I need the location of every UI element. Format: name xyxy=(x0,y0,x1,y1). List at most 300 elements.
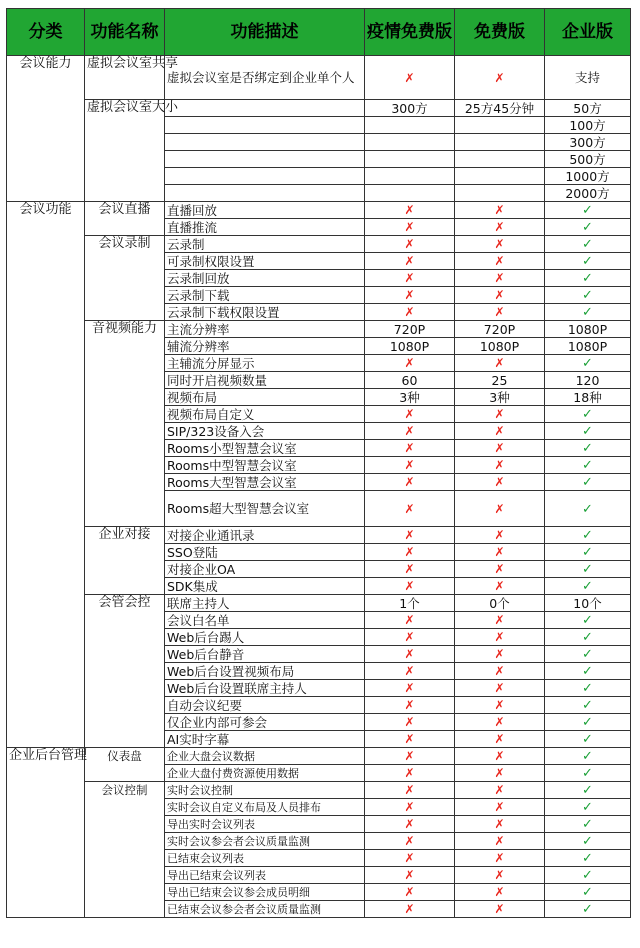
value-cell-free xyxy=(455,134,545,151)
check-mark-icon: ✓ xyxy=(582,834,593,849)
feature-desc-cell: 实时会议控制 xyxy=(165,782,365,799)
value-cell-free xyxy=(455,117,545,134)
check-mark-icon: ✓ xyxy=(582,868,593,883)
check-mark-icon: ✓ xyxy=(582,441,593,456)
value-cell-pandemic-free: 1个 xyxy=(365,595,455,612)
feature-desc-cell: 联席主持人 xyxy=(165,595,365,612)
check-mark-icon: ✓ xyxy=(582,647,593,662)
value-cell-enterprise: 2000方 xyxy=(545,185,631,202)
feature-name-cell: 会管会控 xyxy=(85,595,165,748)
cross-mark-icon: ✗ xyxy=(404,70,415,85)
value-cell-pandemic-free xyxy=(365,714,455,731)
check-mark-icon: ✓ xyxy=(582,458,593,473)
cross-mark-icon: ✗ xyxy=(494,800,505,814)
value-cell-enterprise xyxy=(545,833,631,850)
check-mark-icon: ✓ xyxy=(582,237,593,252)
value-cell-enterprise: 500方 xyxy=(545,151,631,168)
cross-mark-icon: ✗ xyxy=(494,220,505,234)
value-cell-enterprise: 120 xyxy=(545,372,631,389)
value-cell-pandemic-free xyxy=(365,270,455,287)
value-cell-enterprise xyxy=(545,799,631,816)
cross-mark-icon: ✗ xyxy=(404,562,415,576)
feature-desc-cell: 视频布局 xyxy=(165,389,365,406)
value-cell-enterprise: 支持 xyxy=(545,56,631,100)
cross-mark-icon: ✗ xyxy=(404,407,415,421)
value-cell-pandemic-free xyxy=(365,151,455,168)
feature-desc-cell: 云录制下载权限设置 xyxy=(165,304,365,321)
value-cell-free: 720P xyxy=(455,321,545,338)
cross-mark-icon: ✗ xyxy=(494,579,505,593)
cross-mark-icon: ✗ xyxy=(494,817,505,831)
value-cell-free xyxy=(455,612,545,629)
value-cell-enterprise xyxy=(545,765,631,782)
value-cell-pandemic-free xyxy=(365,782,455,799)
value-cell-pandemic-free xyxy=(365,287,455,304)
cross-mark-icon: ✗ xyxy=(404,851,415,865)
check-mark-icon: ✓ xyxy=(582,220,593,235)
cross-mark-icon: ✗ xyxy=(494,254,505,268)
cross-mark-icon: ✗ xyxy=(494,851,505,865)
feature-desc-cell: Rooms超大型智慧会议室 xyxy=(165,491,365,527)
cross-mark-icon: ✗ xyxy=(404,545,415,559)
table-row xyxy=(7,748,631,765)
check-mark-icon: ✓ xyxy=(582,732,593,747)
check-mark-icon: ✓ xyxy=(582,715,593,730)
cross-mark-icon: ✗ xyxy=(494,458,505,472)
cross-mark-icon: ✗ xyxy=(404,528,415,542)
cross-mark-icon: ✗ xyxy=(494,630,505,644)
value-cell-enterprise xyxy=(545,474,631,491)
cross-mark-icon: ✗ xyxy=(494,783,505,797)
value-cell-pandemic-free xyxy=(365,253,455,270)
cross-mark-icon: ✗ xyxy=(404,220,415,234)
value-cell-enterprise xyxy=(545,850,631,867)
value-cell-pandemic-free xyxy=(365,629,455,646)
check-mark-icon: ✓ xyxy=(582,630,593,645)
cross-mark-icon: ✗ xyxy=(494,698,505,712)
cross-mark-icon: ✗ xyxy=(494,271,505,285)
cross-mark-icon: ✗ xyxy=(494,305,505,319)
value-cell-enterprise xyxy=(545,884,631,901)
value-cell-pandemic-free xyxy=(365,219,455,236)
feature-name-cell: 会议录制 xyxy=(85,236,165,321)
value-cell-free xyxy=(455,168,545,185)
check-mark-icon: ✓ xyxy=(582,254,593,269)
value-cell-free xyxy=(455,440,545,457)
cross-mark-icon: ✗ xyxy=(494,203,505,217)
value-cell-pandemic-free xyxy=(365,406,455,423)
cross-mark-icon: ✗ xyxy=(494,545,505,559)
check-mark-icon: ✓ xyxy=(582,545,593,560)
check-mark-icon: ✓ xyxy=(582,288,593,303)
table-body xyxy=(7,56,631,918)
cross-mark-icon: ✗ xyxy=(404,458,415,472)
value-cell-enterprise xyxy=(545,782,631,799)
cross-mark-icon: ✗ xyxy=(404,766,415,780)
value-cell-free xyxy=(455,253,545,270)
table-row xyxy=(7,527,631,544)
value-cell-pandemic-free xyxy=(365,816,455,833)
cross-mark-icon: ✗ xyxy=(404,885,415,899)
cross-mark-icon: ✗ xyxy=(404,288,415,302)
feature-desc-cell xyxy=(165,117,365,134)
cross-mark-icon: ✗ xyxy=(404,834,415,848)
value-cell-free: 25方45分钟 xyxy=(455,100,545,117)
feature-desc-cell: Rooms小型智慧会议室 xyxy=(165,440,365,457)
check-mark-icon: ✓ xyxy=(582,407,593,422)
feature-desc-cell: Web后台设置视频布局 xyxy=(165,663,365,680)
value-cell-pandemic-free xyxy=(365,440,455,457)
check-mark-icon: ✓ xyxy=(582,851,593,866)
value-cell-free xyxy=(455,748,545,765)
value-cell-free xyxy=(455,629,545,646)
cross-mark-icon: ✗ xyxy=(494,424,505,438)
category-cell: 企业后台管理 xyxy=(7,748,85,918)
cross-mark-icon: ✗ xyxy=(494,613,505,627)
value-cell-pandemic-free xyxy=(365,202,455,219)
table-row xyxy=(7,782,631,799)
value-cell-free xyxy=(455,867,545,884)
cross-mark-icon: ✗ xyxy=(404,715,415,729)
check-mark-icon: ✓ xyxy=(582,800,593,815)
cross-mark-icon: ✗ xyxy=(404,271,415,285)
value-cell-pandemic-free xyxy=(365,561,455,578)
check-mark-icon: ✓ xyxy=(582,817,593,832)
value-cell-free xyxy=(455,799,545,816)
check-mark-icon: ✓ xyxy=(582,902,593,917)
header-pandemic-free: 疫情免费版 xyxy=(365,9,455,56)
table-row xyxy=(7,321,631,338)
value-cell-enterprise xyxy=(545,457,631,474)
feature-desc-cell: Rooms大型智慧会议室 xyxy=(165,474,365,491)
value-cell-pandemic-free xyxy=(365,901,455,918)
value-cell-free xyxy=(455,270,545,287)
value-cell-enterprise: 10个 xyxy=(545,595,631,612)
value-cell-enterprise xyxy=(545,440,631,457)
value-cell-pandemic-free xyxy=(365,850,455,867)
cross-mark-icon: ✗ xyxy=(494,732,505,746)
value-cell-enterprise xyxy=(545,578,631,595)
feature-name-cell: 虚拟会议室大小 xyxy=(85,100,165,202)
feature-desc-cell xyxy=(165,151,365,168)
value-cell-free xyxy=(455,731,545,748)
feature-desc-cell: Web后台踢人 xyxy=(165,629,365,646)
check-mark-icon: ✓ xyxy=(582,613,593,628)
value-cell-free xyxy=(455,527,545,544)
feature-desc-cell: 会议白名单 xyxy=(165,612,365,629)
feature-desc-cell: 虚拟会议室是否绑定到企业单个人 xyxy=(165,56,365,100)
value-cell-free xyxy=(455,646,545,663)
cross-mark-icon: ✗ xyxy=(494,407,505,421)
cross-mark-icon: ✗ xyxy=(404,475,415,489)
cross-mark-icon: ✗ xyxy=(404,424,415,438)
cross-mark-icon: ✗ xyxy=(494,715,505,729)
value-cell-free: 3种 xyxy=(455,389,545,406)
value-cell-pandemic-free xyxy=(365,884,455,901)
feature-desc-cell: 云录制 xyxy=(165,236,365,253)
value-cell-pandemic-free xyxy=(365,117,455,134)
value-cell-free xyxy=(455,833,545,850)
value-cell-pandemic-free xyxy=(365,134,455,151)
value-cell-enterprise: 1000方 xyxy=(545,168,631,185)
value-cell-free xyxy=(455,474,545,491)
value-cell-free xyxy=(455,304,545,321)
cross-mark-icon: ✗ xyxy=(494,288,505,302)
category-cell: 会议能力 xyxy=(7,56,85,202)
feature-desc-cell: 视频布局自定义 xyxy=(165,406,365,423)
header-free: 免费版 xyxy=(455,9,545,56)
value-cell-enterprise: 1080P xyxy=(545,338,631,355)
check-mark-icon: ✓ xyxy=(582,528,593,543)
cross-mark-icon: ✗ xyxy=(404,749,415,763)
value-cell-pandemic-free xyxy=(365,185,455,202)
value-cell-pandemic-free xyxy=(365,457,455,474)
check-mark-icon: ✓ xyxy=(582,664,593,679)
feature-desc-cell: 已结束会议列表 xyxy=(165,850,365,867)
feature-desc-cell: 导出已结束会议列表 xyxy=(165,867,365,884)
value-cell-free xyxy=(455,714,545,731)
value-cell-free xyxy=(455,185,545,202)
value-cell-enterprise: 18种 xyxy=(545,389,631,406)
value-cell-pandemic-free xyxy=(365,765,455,782)
feature-name-cell: 仪表盘 xyxy=(85,748,165,782)
cross-mark-icon: ✗ xyxy=(494,902,505,916)
value-cell-enterprise xyxy=(545,816,631,833)
value-cell-free xyxy=(455,202,545,219)
value-cell-free xyxy=(455,884,545,901)
table-row xyxy=(7,236,631,253)
check-mark-icon: ✓ xyxy=(582,562,593,577)
value-cell-free xyxy=(455,901,545,918)
value-cell-free xyxy=(455,850,545,867)
feature-desc-cell: 仅企业内部可参会 xyxy=(165,714,365,731)
value-cell-enterprise xyxy=(545,629,631,646)
cross-mark-icon: ✗ xyxy=(404,647,415,661)
feature-desc-cell xyxy=(165,185,365,202)
cross-mark-icon: ✗ xyxy=(494,70,505,85)
value-cell-enterprise xyxy=(545,491,631,527)
value-cell-enterprise xyxy=(545,219,631,236)
value-cell-free xyxy=(455,765,545,782)
value-cell-pandemic-free xyxy=(365,527,455,544)
value-cell-pandemic-free xyxy=(365,304,455,321)
feature-desc-cell: 自动会议纪要 xyxy=(165,697,365,714)
value-cell-pandemic-free: 720P xyxy=(365,321,455,338)
check-mark-icon: ✓ xyxy=(582,305,593,320)
check-mark-icon: ✓ xyxy=(582,356,593,371)
value-cell-enterprise xyxy=(545,867,631,884)
value-cell-enterprise xyxy=(545,901,631,918)
cross-mark-icon: ✗ xyxy=(404,356,415,370)
feature-desc-cell: SDK集成 xyxy=(165,578,365,595)
cross-mark-icon: ✗ xyxy=(494,681,505,695)
value-cell-free xyxy=(455,423,545,440)
check-mark-icon: ✓ xyxy=(582,749,593,764)
value-cell-enterprise xyxy=(545,748,631,765)
value-cell-enterprise xyxy=(545,287,631,304)
value-cell-enterprise xyxy=(545,304,631,321)
feature-desc-cell: Web后台设置联席主持人 xyxy=(165,680,365,697)
cross-mark-icon: ✗ xyxy=(404,698,415,712)
feature-desc-cell: 导出已结束会议参会成员明细 xyxy=(165,884,365,901)
value-cell-enterprise: 1080P xyxy=(545,321,631,338)
cross-mark-icon: ✗ xyxy=(494,766,505,780)
check-mark-icon: ✓ xyxy=(582,885,593,900)
feature-desc-cell: 对接企业OA xyxy=(165,561,365,578)
value-cell-enterprise xyxy=(545,355,631,372)
feature-desc-cell: 同时开启视频数量 xyxy=(165,372,365,389)
feature-desc-cell: 实时会议自定义布局及人员排布 xyxy=(165,799,365,816)
value-cell-free xyxy=(455,782,545,799)
value-cell-pandemic-free xyxy=(365,697,455,714)
value-cell-pandemic-free xyxy=(365,355,455,372)
value-cell-pandemic-free xyxy=(365,474,455,491)
value-cell-pandemic-free xyxy=(365,491,455,527)
value-cell-enterprise xyxy=(545,646,631,663)
value-cell-enterprise: 100方 xyxy=(545,117,631,134)
feature-desc-cell: 导出实时会议列表 xyxy=(165,816,365,833)
cross-mark-icon: ✗ xyxy=(494,868,505,882)
value-cell-pandemic-free xyxy=(365,612,455,629)
value-cell-pandemic-free xyxy=(365,680,455,697)
value-cell-free xyxy=(455,561,545,578)
cross-mark-icon: ✗ xyxy=(404,305,415,319)
value-cell-free: 1080P xyxy=(455,338,545,355)
value-cell-pandemic-free xyxy=(365,731,455,748)
value-cell-enterprise xyxy=(545,714,631,731)
cross-mark-icon: ✗ xyxy=(494,356,505,370)
check-mark-icon: ✓ xyxy=(582,501,593,517)
value-cell-pandemic-free: 300方 xyxy=(365,100,455,117)
value-cell-pandemic-free xyxy=(365,748,455,765)
value-cell-free xyxy=(455,680,545,697)
check-mark-icon: ✓ xyxy=(582,698,593,713)
cross-mark-icon: ✗ xyxy=(494,749,505,763)
check-mark-icon: ✓ xyxy=(582,783,593,798)
header-category: 分类 xyxy=(7,9,85,56)
value-cell-pandemic-free: 60 xyxy=(365,372,455,389)
table-row xyxy=(7,202,631,219)
value-cell-pandemic-free xyxy=(365,799,455,816)
value-cell-enterprise xyxy=(545,406,631,423)
value-cell-pandemic-free xyxy=(365,833,455,850)
check-mark-icon: ✓ xyxy=(582,579,593,594)
cross-mark-icon: ✗ xyxy=(404,732,415,746)
value-cell-enterprise xyxy=(545,527,631,544)
feature-desc-cell: 主流分辨率 xyxy=(165,321,365,338)
cross-mark-icon: ✗ xyxy=(404,868,415,882)
feature-desc-cell xyxy=(165,100,365,117)
cross-mark-icon: ✗ xyxy=(494,475,505,489)
feature-desc-cell: 直播推流 xyxy=(165,219,365,236)
value-cell-enterprise: 50方 xyxy=(545,100,631,117)
category-cell: 会议功能 xyxy=(7,202,85,748)
cross-mark-icon: ✗ xyxy=(404,817,415,831)
cross-mark-icon: ✗ xyxy=(404,902,415,916)
value-cell-enterprise xyxy=(545,270,631,287)
feature-name-cell: 企业对接 xyxy=(85,527,165,595)
feature-desc-cell: SIP/323设备入会 xyxy=(165,423,365,440)
feature-desc-cell: 辅流分辨率 xyxy=(165,338,365,355)
cross-mark-icon: ✗ xyxy=(404,579,415,593)
value-cell-free: 0个 xyxy=(455,595,545,612)
value-cell-free xyxy=(455,355,545,372)
header-feature-desc: 功能描述 xyxy=(165,9,365,56)
check-mark-icon: ✓ xyxy=(582,203,593,218)
value-cell-enterprise xyxy=(545,612,631,629)
table-row xyxy=(7,595,631,612)
feature-name-cell: 会议控制 xyxy=(85,782,165,918)
value-cell-free: 25 xyxy=(455,372,545,389)
feature-desc-cell: 企业大盘会议数据 xyxy=(165,748,365,765)
feature-desc-cell xyxy=(165,134,365,151)
header-feature-name: 功能名称 xyxy=(85,9,165,56)
feature-name-cell: 虚拟会议室共享 xyxy=(85,56,165,100)
cross-mark-icon: ✗ xyxy=(404,681,415,695)
check-mark-icon: ✓ xyxy=(582,766,593,781)
cross-mark-icon: ✗ xyxy=(494,562,505,576)
header-enterprise: 企业版 xyxy=(545,9,631,56)
cross-mark-icon: ✗ xyxy=(494,441,505,455)
value-cell-free xyxy=(455,457,545,474)
value-cell-free xyxy=(455,544,545,561)
value-cell-pandemic-free xyxy=(365,56,455,100)
feature-desc-cell: 已结束会议参会者会议质量监测 xyxy=(165,901,365,918)
value-cell-pandemic-free xyxy=(365,544,455,561)
value-cell-enterprise xyxy=(545,253,631,270)
feature-desc-cell: 主辅流分屏显示 xyxy=(165,355,365,372)
cross-mark-icon: ✗ xyxy=(494,501,505,516)
value-cell-enterprise xyxy=(545,202,631,219)
cross-mark-icon: ✗ xyxy=(404,203,415,217)
value-cell-free xyxy=(455,56,545,100)
value-cell-pandemic-free xyxy=(365,578,455,595)
cross-mark-icon: ✗ xyxy=(404,783,415,797)
value-cell-pandemic-free xyxy=(365,168,455,185)
cross-mark-icon: ✗ xyxy=(404,501,415,516)
value-cell-enterprise xyxy=(545,731,631,748)
cross-mark-icon: ✗ xyxy=(404,664,415,678)
value-cell-free xyxy=(455,236,545,253)
check-mark-icon: ✓ xyxy=(582,681,593,696)
check-mark-icon: ✓ xyxy=(582,424,593,439)
value-cell-enterprise xyxy=(545,544,631,561)
value-cell-pandemic-free xyxy=(365,423,455,440)
cross-mark-icon: ✗ xyxy=(494,237,505,251)
value-cell-enterprise: 300方 xyxy=(545,134,631,151)
value-cell-free xyxy=(455,287,545,304)
value-cell-free xyxy=(455,406,545,423)
feature-comparison-table xyxy=(6,8,631,918)
header-row xyxy=(7,9,631,56)
table-row xyxy=(7,56,631,100)
cross-mark-icon: ✗ xyxy=(494,834,505,848)
value-cell-free xyxy=(455,491,545,527)
feature-desc-cell: 可录制权限设置 xyxy=(165,253,365,270)
feature-desc-cell: SSO登陆 xyxy=(165,544,365,561)
feature-name-cell: 会议直播 xyxy=(85,202,165,236)
feature-desc-cell: AI实时字幕 xyxy=(165,731,365,748)
cross-mark-icon: ✗ xyxy=(404,237,415,251)
check-mark-icon: ✓ xyxy=(582,475,593,490)
value-cell-pandemic-free xyxy=(365,663,455,680)
cross-mark-icon: ✗ xyxy=(404,441,415,455)
cross-mark-icon: ✗ xyxy=(404,800,415,814)
value-cell-enterprise xyxy=(545,236,631,253)
value-cell-enterprise xyxy=(545,561,631,578)
value-cell-free xyxy=(455,578,545,595)
value-cell-enterprise xyxy=(545,697,631,714)
